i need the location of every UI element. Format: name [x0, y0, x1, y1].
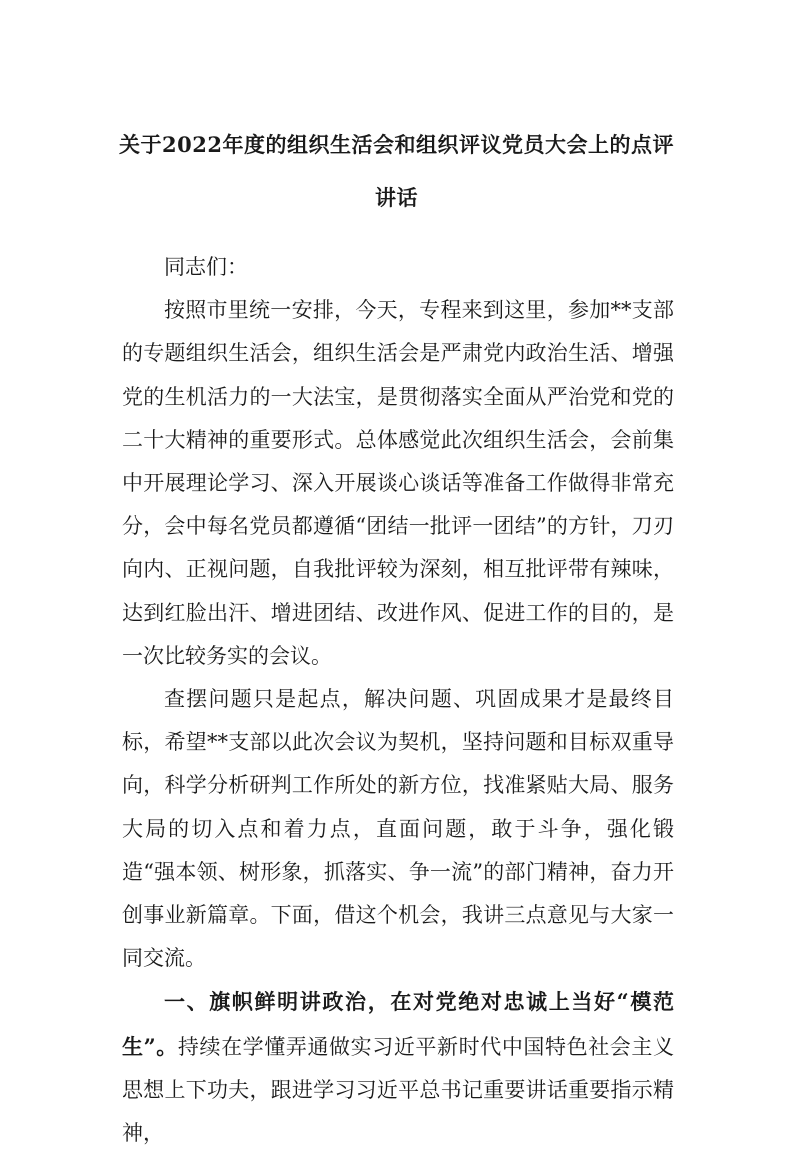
paragraph-expectation: 查摆问题只是起点，解决问题、巩固成果才是最终目标，希望**支部以此次会议为契机，坚持问题和目标双重导向，科学分析研判工作所处的新方位，找准紧贴大局、服务大局的切入点和着力点，直面问题，敢于斗争，强化锻造“强本领、树形象，抓落实、争一流”的部门精神，奋力开创事业新篇章。下面，借这个机会，我讲三点意见与大家一同交流。 [122, 687, 674, 971]
section-1-paragraph [122, 980, 674, 1155]
document-title-line-2: 讲话 [375, 185, 418, 210]
document-title-line-1: 关于2022年度的组织生活会和组织评议党员大会上的点评 [119, 132, 674, 157]
document-body [122, 246, 674, 1155]
greeting: 同志们： [164, 255, 248, 279]
paragraph-intro: 按照市里统一安排，今天，专程来到这里，参加**支部的专题组织生活会，组织生活会是严肃党内政治生活、增强党的生机活力的一大法宝，是贯彻落实全面从严治党和党的二十大精神的重要形式。总体感觉此次组织生活会，会前集中开展理论学习、深入开展谈心谈话等准备工作做得非常充分，会中每名党员都遵循“团结一批评一团结”的方针，刀刃向内、正视问题，自我批评较为深刻，相互批评带有辣味，达到红脸出汗、增进团结、改进作风、促进工作的目的，是一次比较务实的会议。 [122, 298, 674, 668]
section-1-heading: 一、旗帜鲜明讲政治，在对党绝对忠诚上当好“模范生”。 [122, 989, 674, 1059]
section-1-text: 持续在学懂弄通做实习近平新时代中国特色社会主义思想上下功夫，跟进学习习近平总书记重要讲话重要指示精神， [122, 1034, 674, 1146]
